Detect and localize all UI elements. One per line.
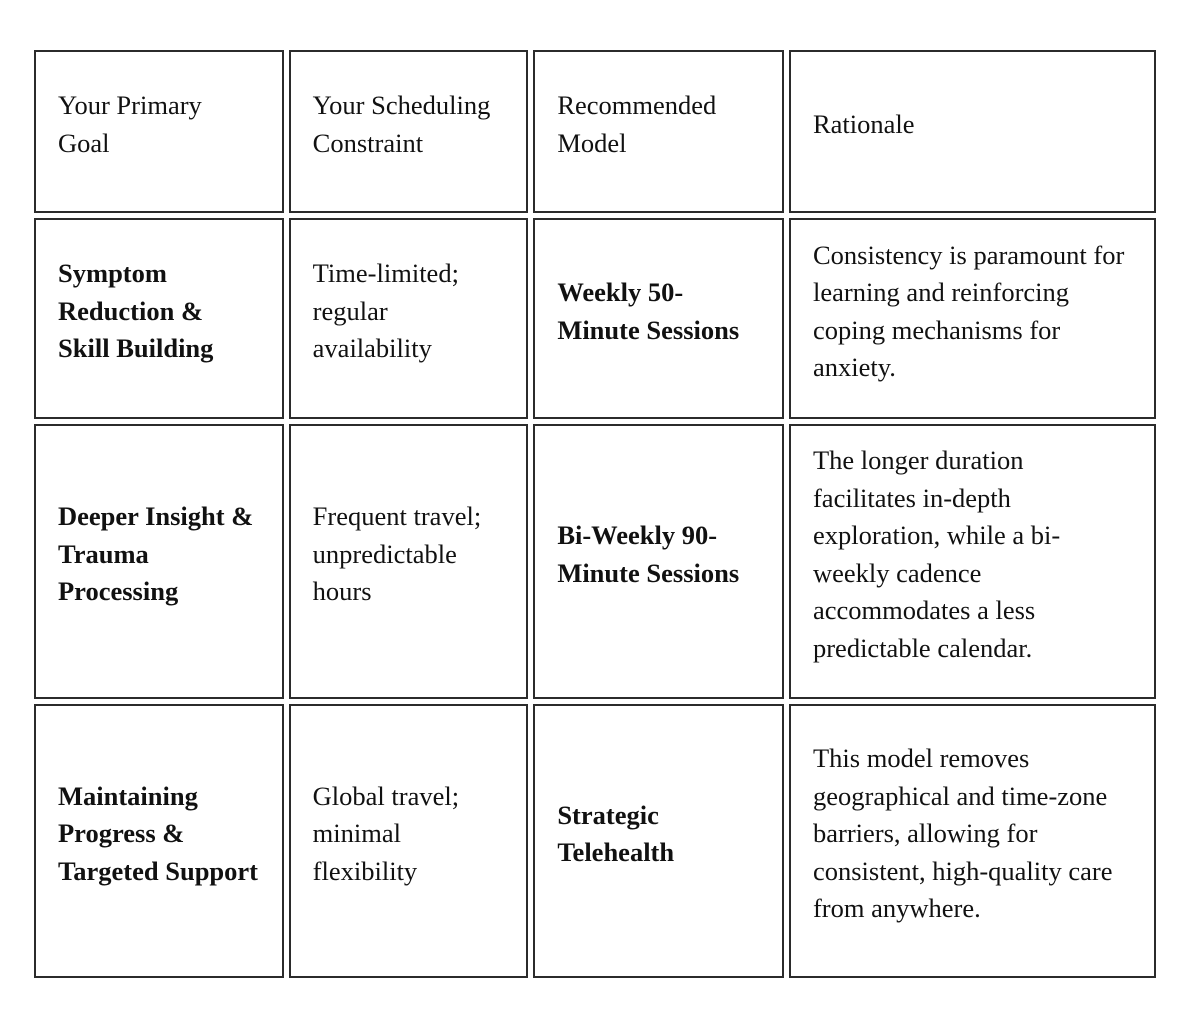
cell-model <box>533 218 784 419</box>
rationale-text: Consistency is paramount for learning and reinforcing coping mechanisms for anxiety. <box>812 239 1125 382</box>
model-text: Bi-Weekly 90-Minute Sessions <box>557 520 740 588</box>
table-row <box>34 424 1156 699</box>
model-text: Weekly 50-Minute Sessions <box>557 277 740 345</box>
therapy-model-table <box>29 45 1161 983</box>
rationale-text: This model removes geographical and time-zone barriers, allowing for consistent, high-quality care from anywhere. <box>812 743 1113 924</box>
header-text: Rationale <box>812 108 915 139</box>
cell-goal <box>34 424 284 699</box>
table-row <box>34 218 1156 419</box>
goal-text: Maintaining Progress & Targeted Support <box>58 780 259 886</box>
cell-goal <box>34 218 284 419</box>
cell-constraint <box>289 218 529 419</box>
constraint-text: Time-limited; regular availability <box>312 258 459 364</box>
header-cell-primary-goal <box>34 50 284 213</box>
header-cell-rationale <box>789 50 1156 213</box>
cell-rationale <box>789 704 1156 978</box>
header-text: Recommended Model <box>557 90 717 158</box>
model-text: Strategic Telehealth <box>557 799 675 867</box>
cell-rationale <box>789 424 1156 699</box>
header-text: Your Scheduling Constraint <box>312 90 491 158</box>
constraint-text: Global travel; minimal flexibility <box>312 780 460 886</box>
goal-text: Deeper Insight & Trauma Processing <box>58 501 254 607</box>
cell-model <box>533 424 784 699</box>
cell-goal <box>34 704 284 978</box>
table-header-row <box>34 50 1156 213</box>
header-text: Your Primary Goal <box>58 90 202 158</box>
cell-constraint <box>289 424 529 699</box>
header-cell-scheduling-constraint <box>289 50 529 213</box>
goal-text: Symptom Reduction & Skill Building <box>58 258 214 364</box>
table-row <box>34 704 1156 978</box>
rationale-text: The longer duration facilitates in-depth exploration, while a bi-weekly cadence accommodates a less predictable calendar. <box>812 445 1061 663</box>
cell-constraint <box>289 704 529 978</box>
document-body <box>29 45 1161 983</box>
header-cell-recommended-model <box>533 50 784 213</box>
cell-rationale <box>789 218 1156 419</box>
cell-model <box>533 704 784 978</box>
constraint-text: Frequent travel; unpredictable hours <box>312 501 482 607</box>
